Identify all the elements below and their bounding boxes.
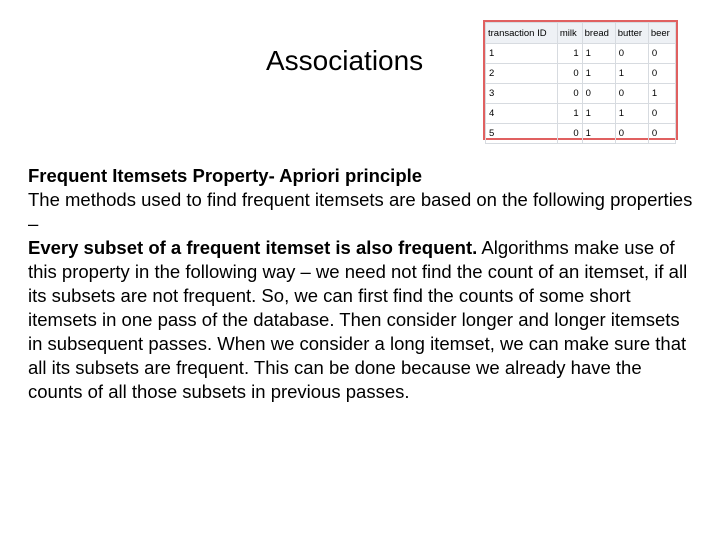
table-row	[486, 44, 676, 64]
table-cell: 1	[582, 44, 615, 64]
table-cell: 0	[615, 84, 648, 104]
table-cell: 0	[557, 124, 582, 144]
table-cell: 0	[615, 44, 648, 64]
principle-paragraph	[28, 236, 698, 404]
transaction-table-container	[483, 20, 678, 140]
table-cell: 0	[615, 124, 648, 144]
column-header-milk: milk	[557, 23, 582, 44]
slide-title: Associations	[266, 45, 424, 76]
table-cell: 1	[615, 64, 648, 84]
column-header-transaction-id: transaction ID	[486, 23, 558, 44]
table-row	[486, 124, 676, 144]
column-header-bread: bread	[582, 23, 615, 44]
table-cell: 2	[486, 64, 558, 84]
table-header-row	[486, 23, 676, 44]
table-cell: 0	[582, 84, 615, 104]
table-cell: 1	[648, 84, 675, 104]
table-cell: 0	[648, 64, 675, 84]
table-cell: 1	[582, 64, 615, 84]
principle-explanation: Algorithms make use of this property in the following way – we need not find the count of an itemset, if all its subsets are not frequent. So, we can first find the counts of some short itemsets in one pass of the database. Then consider longer and longer itemsets in subsequent passes. When we consider a long itemset, we can make sure that all its subsets are frequent. This can be done because we already have the counts of all those subsets in previous passes.	[28, 237, 688, 402]
slide-body	[28, 164, 698, 404]
table-cell: 1	[557, 104, 582, 124]
table-cell: 3	[486, 84, 558, 104]
column-header-butter: butter	[615, 23, 648, 44]
table-cell: 4	[486, 104, 558, 124]
table-cell: 5	[486, 124, 558, 144]
column-header-beer: beer	[648, 23, 675, 44]
table-row	[486, 64, 676, 84]
table-cell: 0	[648, 104, 675, 124]
table-cell: 1	[486, 44, 558, 64]
transaction-table	[485, 22, 676, 144]
table-cell: 0	[648, 44, 675, 64]
table-cell: 0	[557, 84, 582, 104]
section-heading: Frequent Itemsets Property- Apriori principle	[28, 165, 423, 186]
table-row	[486, 84, 676, 104]
table-cell: 0	[557, 64, 582, 84]
table-cell: 0	[648, 124, 675, 144]
table-cell: 1	[582, 104, 615, 124]
table-row	[486, 104, 676, 124]
table-cell: 1	[615, 104, 648, 124]
principle-statement: Every subset of a frequent itemset is also frequent.	[28, 237, 478, 258]
intro-paragraph: The methods used to find frequent itemsets are based on the following properties –	[28, 189, 693, 234]
table-cell: 1	[582, 124, 615, 144]
table-cell: 1	[557, 44, 582, 64]
